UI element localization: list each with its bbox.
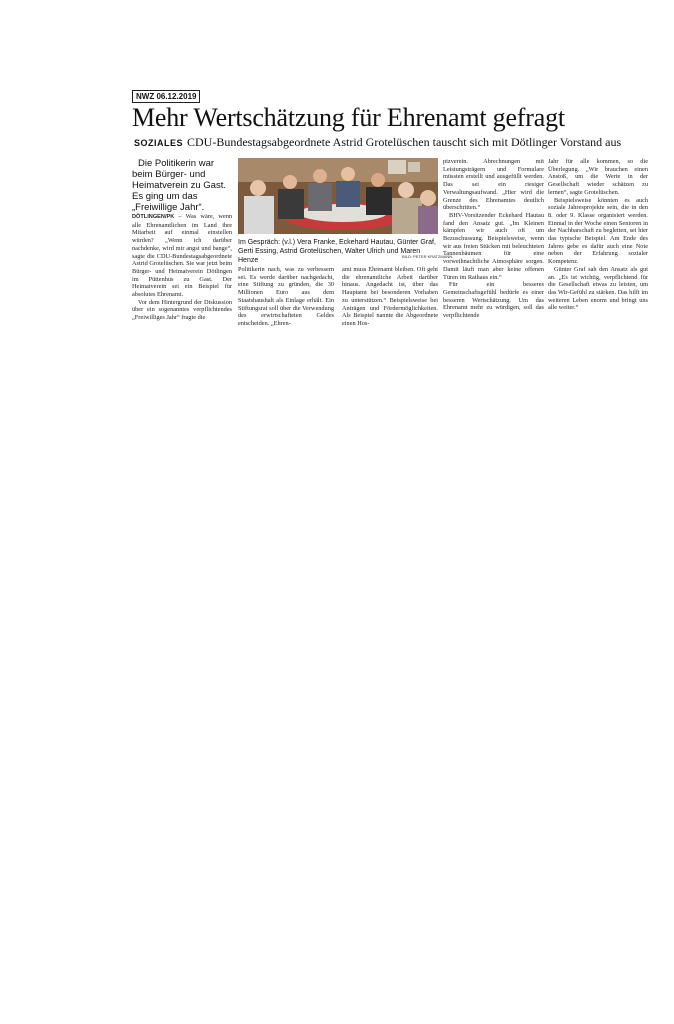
dateline: DÖTLINGEN/PK [132,214,175,220]
newspaper-clipping [132,90,648,352]
paragraph: BHV-Vorsitzender Eckehard Hautau fand den Ansatz gut. „Im Kleinen kämpfen wir auch oft um Bezuschussung. Beispielsweise, wenn wir aus freien Stücken mit beleuchteten Tannenbäumen für eine vorweihnachtliche Atmosphäre sorgen. Damit läuft man aber keine offenen Türen im Rathaus ein.“ [443,211,544,281]
paragraph: Jahr für alle kommen, so die Überlegung. „Wir brauchen einen Anstoß, um die Werte in der Gesellschaft wieder schätzen zu lernen“, sagte Grotelüschen. [548,158,648,196]
section-kicker: SOZIALES [134,138,184,148]
caption-text: Im Gespräch: (v.l.) Vera Franke, Eckehard Hautau, Günter Graf, Gerti Essing, Astrid Grotelüschen, Walter Ulrich und Maren Henze [238,239,436,264]
paragraph: pizverein. Abrechnungen mit Leistungsträgern und Formulare müssten erstellt und ausgefüllt werden. Das sei ein riesiger Verwaltungsaufwand. „Hier wird die Grenze des Ehrenamtes deutlich überschritten.“ [443,158,544,212]
paragraph: Günter Graf sah den Ansatz als gut an. „Es ist wichtig, verpflichtend für die Gesellschaft etwas zu leisten, um das Wir-Gefühl zu stärken. Das hilft im weiteren Leben enorm und bringt uns alle weiter.“ [548,265,648,312]
paragraph-text: – Was wäre, wenn alle Ehrenamtlichen im Land ihre Mitarbeit auf einmal einstellen würden? „Wenn ich darüber nachdenke, wird mir angst und bange“, sagte die CDU-Bundestagsabgeordnete Astrid Grotelüschen. Sie war jetzt beim Bürger- und Heimatverein Dötlingen im Püttenhus zu Gast. Der Heimatverein sei ein Beispiel für absolutes Ehrenamt. [132,213,232,299]
article-intro: Die Politikerin war beim Bürger- und Heimatverein zu Gast. Es ging um das „Freiwillige Jahr“. [132,158,226,213]
photo-illustration [238,158,438,234]
article-column-3 [342,266,438,328]
article-photo [238,158,438,234]
paragraph: Beispielsweise könnten es auch soziale Jahresprojekte sein, die in den 8. oder 9. Klasse organisiert werden. Einmal in der Woche einen Senioren in der Nachbarschaft zu begleiten, sei hier das typische Beispiel. Am Ende des Jahres gebe es dafür auch eine Note neben der Erfahrung sozialer Kompetenz. [548,196,648,266]
article-column-2 [238,266,334,328]
photo-caption [238,238,438,265]
date-stamp: NWZ 06.12.2019 [132,90,200,103]
headline: Mehr Wertschätzung für Ehrenamt gefragt [132,103,565,132]
paragraph: Für ein besseres Gemeinschaftsgefühl bedürfe es einer besseren Wertschätzung. Um das Ehrenamt mehr zu würdigen, soll das verpflichtende [443,281,544,320]
paragraph: amt muss Ehrenamt bleiben. Oft geht die ehrenamtliche Arbeit darüber hinaus. Angedacht ist, über das Hauptamt bei besonderen Vorhaben zu unterstützen.“ Beispielsweise bei Anträgen und Fördermöglichkeiten. Als Beispiel nannte die Abgeordnete einen Hos- [342,266,438,327]
article-column-5 [548,158,648,312]
article-column-1 [132,158,232,322]
paragraph: Vor dem Hintergrund der Diskussion über ein sogenanntes verpflichtendes „Freiwilliges Jahr“ fragte die [132,298,232,322]
subheadline [134,135,648,149]
paragraph: Politikerin nach, was zu verbessern sei. Es werde darüber nachgedacht, eine Stiftung zu gründen, die 30 Millionen Euro aus dem Staatshaushalt als Einlage erhält. Ein Stiftungsrat soll über die Verwendung des erwirtschafteten Geldes entscheiden. „Ehren- [238,266,334,327]
subheadline-text: CDU-Bundestagsabgeordnete Astrid Grotelüschen tauscht sich mit Dötlinger Vorstand aus [187,135,622,149]
photo-credit: BILD: PETER KRATZMANN [402,254,453,259]
article-column-4 [443,158,544,320]
paragraph [132,213,232,299]
